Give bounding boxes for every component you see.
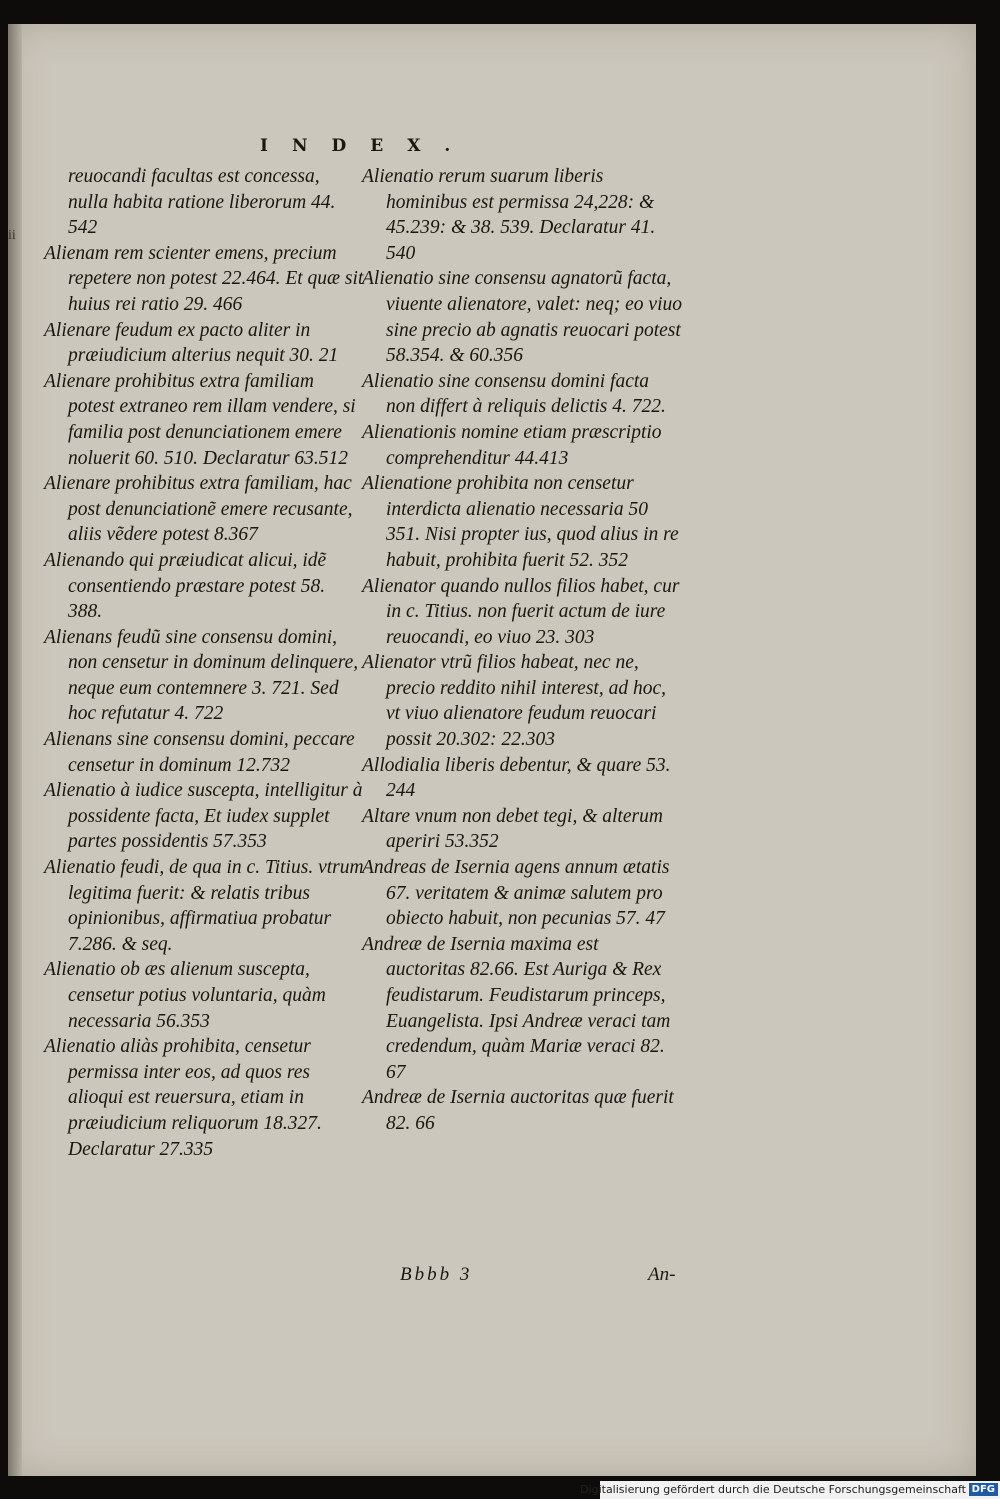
index-entry: Alienator quando nullos filios habet, cur in c. Titius. non fuerit actum de iure reuocandi, eo viuo 23. 303 <box>362 575 680 648</box>
index-entry: Alienans sine consensu domini, peccare censetur in dominum 12.732 <box>44 729 355 776</box>
index-entry: Alienans feudũ sine consensu domini, non censetur in dominum delinquere, neque eum contemnere 3. 721. Sed hoc refutatur 4. 722 <box>44 626 359 725</box>
signature-mark: Bbbb 3 <box>400 1264 473 1285</box>
index-entry: Alienatio aliàs prohibita, censetur permissa inter eos, ad quos res alioqui est reuersura, etiam in præiudicium reliquorum 18.327. Declaratur 27.335 <box>44 1036 322 1160</box>
index-entry: Alienare prohibitus extra familiam, hac post denunciationẽ emere recusante, aliis vẽdere potest 8.367 <box>44 473 353 546</box>
footer-credit-text: Digitalisierung gefördert durch die Deutsche Forschungsgemeinschaft <box>580 1483 966 1496</box>
index-entry: Alienationis nomine etiam præscriptio comprehenditur 44.413 <box>362 421 662 469</box>
footer-bar <box>580 1481 1000 1499</box>
index-entry: Andreæ de Isernia maxima est auctoritas 82.66. Est Auriga & Rex feudistarum. Feudistarum princeps, Euangelista. Ipsi Andreæ veraci tam credendum, quàm Mariæ veraci 82. 67 <box>362 933 671 1083</box>
catchword: An- <box>648 1264 676 1285</box>
index-column-left <box>44 164 364 1162</box>
index-entry: Altare vnum non debet tegi, & alterum aperiri 53.352 <box>362 805 663 853</box>
running-head: INDEX. <box>260 136 475 156</box>
index-entry: Alienatio rerum suarum liberis hominibus est permissa 24,228: & 45.239: & 38. 539. Declaratur 41. 540 <box>362 166 656 264</box>
index-entry: Andreas de Isernia agens annum ætatis 67. veritatem & animæ salutem pro obiecto habuit, non pecunias 57. 47 <box>362 857 670 930</box>
index-entry: Alienare feudum ex pacto aliter in præiudicium alterius nequit 30. 21 <box>44 319 339 367</box>
index-entry: Alienatio à iudice suscepta, intelligitur à possidente facta, Et iudex supplet partes possidentis 57.353 <box>44 780 363 853</box>
index-entry: Alienatione prohibita non censetur interdicta alienatio necessaria 50 351. Nisi propter ius, quod alius in re habuit, prohibita fuerit 52. 352 <box>362 473 679 571</box>
index-entry: Alienatio sine consensu agnatorũ facta, viuente alienatore, valet: neq; eo viuo sine precio ab agnatis reuocari potest 58.354. & 60.356 <box>362 268 682 367</box>
index-column-right <box>362 164 682 1137</box>
index-entry: Alienator vtrũ filios habeat, nec ne, precio reddito nihil interest, ad hoc, vt viuo alienatore feudum reuocari possit 20.302: 22.303 <box>362 652 666 751</box>
index-entry: Alienatio feudi, de qua in c. Titius. vtrum legitima fuerit: & relatis tribus opinionibus, affirmatiua probatur 7.286. & seq. <box>44 857 364 955</box>
index-entry: Alienam rem scienter emens, precium repetere non potest 22.464. Et quæ sit huius rei ratio 29. 466 <box>44 242 364 315</box>
index-entry: reuocandi facultas est concessa, nulla habita ratione liberorum 44. 542 <box>68 166 336 239</box>
index-entry: Alienatio sine consensu domini facta non differt à reliquis delictis 4. 722. <box>362 370 666 418</box>
index-entry: Allodialia liberis debentur, & quare 53. 244 <box>362 754 671 802</box>
dfg-logo: DFG <box>969 1483 998 1496</box>
index-entry: Andreæ de Isernia auctoritas quæ fuerit 82. 66 <box>362 1087 674 1134</box>
margin-mark: ii <box>8 228 16 243</box>
index-entry: Alienatio ob æs alienum suscepta, censetur potius voluntaria, quàm necessaria 56.353 <box>44 959 326 1032</box>
index-entry: Alienare prohibitus extra familiam potest extraneo rem illam vendere, si familia post denunciationem emere noluerit 60. 510. Declaratur 63.512 <box>44 370 356 469</box>
index-entry: Alienando qui præiudicat alicui, idẽ consentiendo præstare potest 58. 388. <box>44 549 327 623</box>
